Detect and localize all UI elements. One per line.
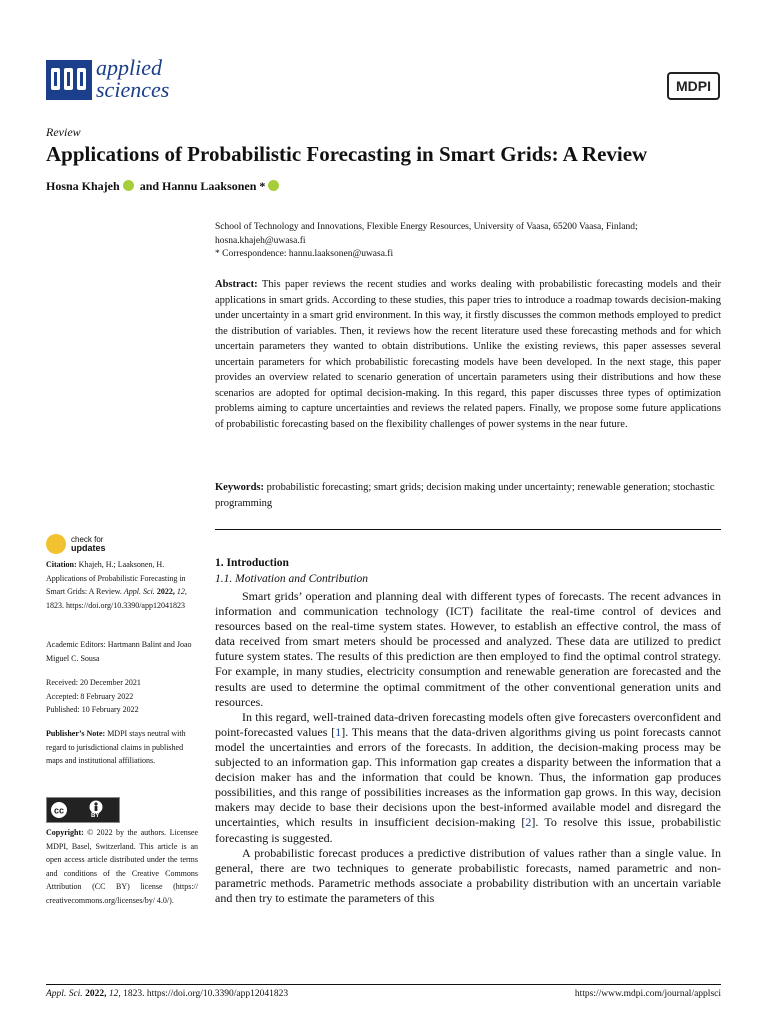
body-text (215, 589, 721, 906)
person-icon (89, 800, 103, 814)
subsection-heading: 1.1. Motivation and Contribution (215, 573, 369, 585)
paragraph: Smart grids’ operation and planning deal with different types of forecasts. The recent advances in information and communication technology (ICT) facilitate the real-time control of devices and resources based on the real-time system states. However, to establish an effective control, the mass of data received from smart meters should be processed and analyzed. These data are utilized to predict future system states. The results of this prediction are then employed to find the optimal control strategy. For example, in many studies, electricity consumption and renewable generation are forecasted and the results are used to determine the optimal commitment of the other conventional generation units and resources. (215, 589, 721, 709)
abstract-label: Abstract: (215, 279, 258, 290)
orcid-icon[interactable] (123, 180, 134, 191)
accepted-date: Accepted: 8 February 2022 (46, 691, 134, 701)
citation: Citation: Khajeh, H.; Laaksonen, H. Applications of Probabilistic Forecasting in Smart Grids: A Review. Appl. Sci. 2022, 12, 1823. https://doi.org/10.3390/app12041823 (46, 560, 187, 610)
abstract (215, 277, 721, 432)
cc-by-license-badge[interactable] (46, 797, 120, 823)
dates (46, 676, 198, 717)
author-2[interactable]: Hannu Laaksonen * (162, 179, 266, 193)
abstract-text: This paper reviews the recent studies and works dealing with probabilistic forecasting models and their applications in smart grids. According to these studies, this paper tries to introduce a roadmap towards decision-making under uncertainty in a smart grid environment. In this way, it firstly discusses the common methods employed to predict the distribution of variables. Then, it reviews how the recent literature used these forecasting methods and for which uncertain parameters they wanted to obtain distributions. Unlike the existing reviews, this paper assesses several uncertain parameters for which probabilistic forecasting models have been developed. In the next stage, this paper provides an overview related to scenario generation of uncertain parameters using their distributions and how these scenarios are adopted for optimal decision-making. In this regard, this paper discusses three types of optimization problems aiming to capture uncertainties and reviews the related papers. Finally, we propose some future applications of probabilistic forecasting based on the flexibility challenges of power systems in the near future. (215, 279, 721, 430)
footer-citation: Appl. Sci. 2022, 12, 1823. https://doi.org/10.3390/app12041823 (46, 989, 289, 999)
keywords-label: Keywords: (215, 482, 264, 493)
copyright: Copyright: © 2022 by the authors. Licensee MDPI, Basel, Switzerland. This article is an open access article distributed under the terms and conditions of the Creative Commons Attribution (CC BY) license (https:// creativecommons.org/licenses/by/ 4.0/). (46, 828, 198, 905)
correspondence: * Correspondence: hannu.laaksonen@uwasa.fi (215, 249, 394, 259)
journal-url[interactable]: https://www.mdpi.com/journal/applsci (574, 989, 721, 999)
mdpi-logo: MDPI (667, 72, 720, 100)
citation-link[interactable]: 1 (335, 724, 342, 739)
journal-name: applied sciences (96, 55, 170, 102)
affiliation-text: School of Technology and Innovations, Flexible Energy Resources, University of Vaasa, 65200 Vaasa, Finland; hosna.khajeh@uwasa.fi (215, 222, 638, 246)
svg-text:cc: cc (53, 805, 65, 816)
orcid-icon[interactable] (268, 180, 279, 191)
cc-by-label: BY (91, 813, 100, 819)
divider (215, 529, 721, 530)
cc-icon (50, 801, 68, 819)
article-type: Review (46, 125, 81, 139)
academic-editors: Academic Editors: Hartmann Balint and Joao Miguel C. Sousa (46, 640, 192, 663)
author-join: and (136, 179, 163, 193)
section-heading: 1. Introduction (215, 557, 289, 569)
applied-sciences-logo-icon (46, 60, 92, 100)
published-date: Published: 10 February 2022 (46, 705, 139, 714)
received-date: Received: 20 December 2021 (46, 678, 141, 687)
check-for-updates-button[interactable]: check for updates (46, 534, 176, 556)
citation-link[interactable]: 2 (525, 815, 532, 830)
check-updates-icon (46, 534, 66, 554)
paragraph: In this regard, well-trained data-driven forecasting models often give forecasters overconfident and point-forecasted values [1]. This means that the data-driven algorithms giving us point forecasts cannot model the uncertainties and errors of the forecasts. In addition, the decision-making process may be subjected to an information gap. This information gap creates a disparity between the information that a decision maker has and the information that could be known. Thus, the information gap produces possibilities, and this range of possibilities increases as the information gap grows. In this way, decision makers may decide to base their decisions upon the best-informed available model and disregard the uncertainties, which results in insufficient decision-making [2]. To resolve this issue, probabilistic forecasting is suggested. (215, 709, 722, 845)
keywords (215, 480, 721, 511)
publishers-note: Publisher’s Note: MDPI stays neutral with regard to jurisdictional claims in published maps and institutional affiliations. (46, 729, 186, 765)
author-1[interactable]: Hosna Khajeh (46, 179, 120, 193)
footer-divider (46, 984, 721, 985)
article-title: Applications of Probabilistic Forecasting in Smart Grids: A Review (46, 142, 648, 166)
authors (46, 179, 282, 194)
affiliation (215, 221, 725, 262)
keywords-text: probabilistic forecasting; smart grids; decision making under uncertainty; renewable generation; stochastic programming (215, 482, 715, 509)
paragraph: A probabilistic forecast produces a predictive distribution of values rather than a single value. In general, there are two techniques to generate probabilistic forecasts, named parametric and non-parametric methods. Parametric methods associate a probability distribution with an uncertain variable and then try to estimate the parameters of this (215, 845, 721, 905)
